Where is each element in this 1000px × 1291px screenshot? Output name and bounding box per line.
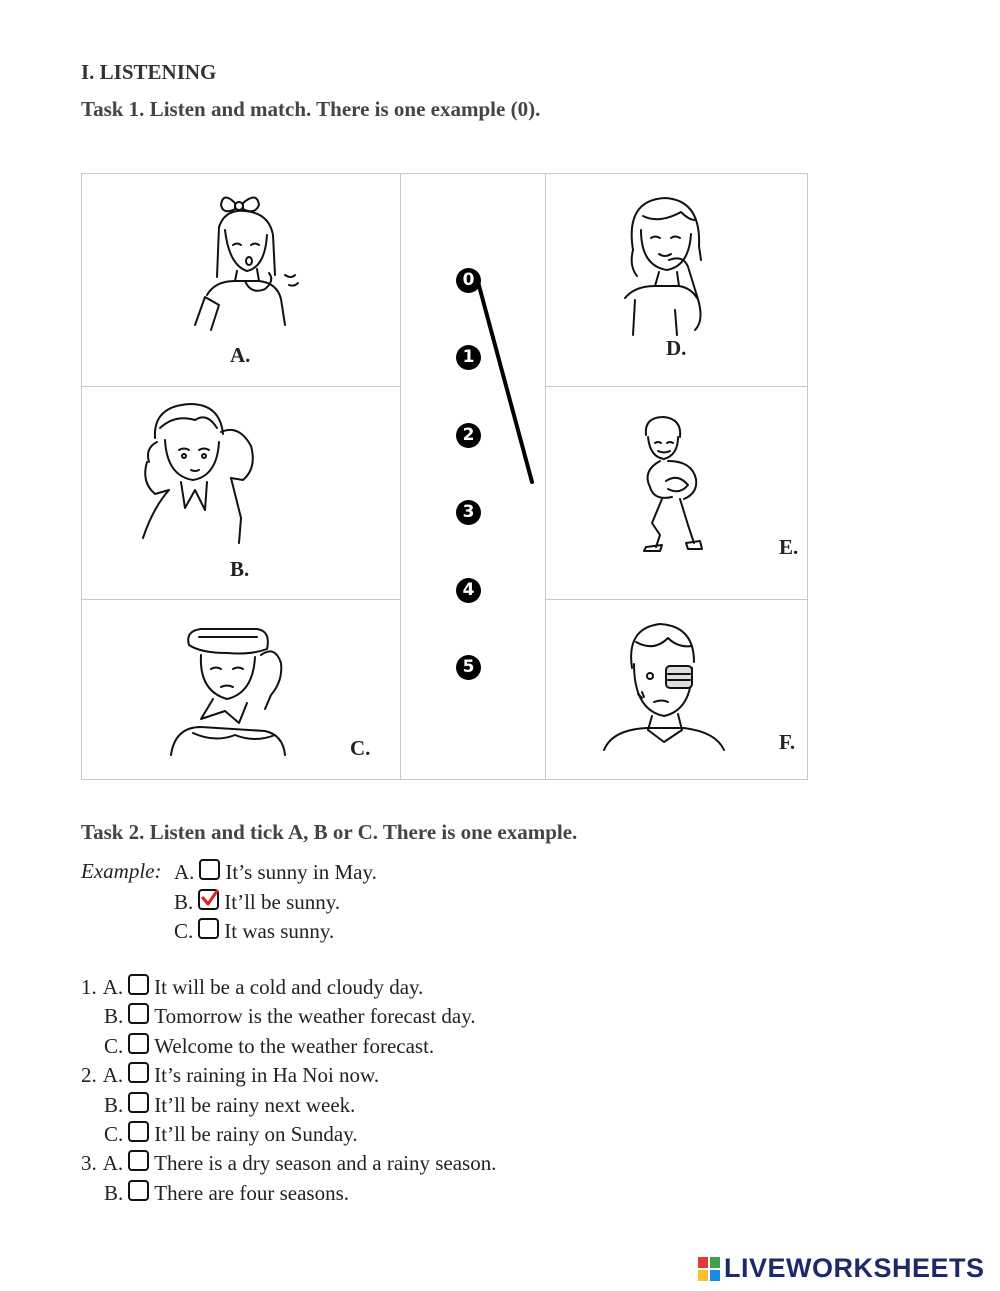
option-letter: A. (102, 1151, 124, 1175)
logo-block-yellow (698, 1270, 708, 1281)
match-number-5[interactable]: 5 (456, 655, 481, 680)
q1-option-c (104, 1034, 434, 1059)
question-number: 3. (81, 1151, 97, 1175)
section-heading: I. LISTENING (81, 60, 217, 84)
option-text: It’s raining in Ha Noi now. (154, 1063, 380, 1087)
example-checkbox-c[interactable] (198, 918, 219, 939)
q3-option-a (81, 1151, 496, 1176)
example-checkbox-b[interactable] (198, 889, 219, 910)
liveworksheets-logo (698, 1253, 985, 1284)
picture-b-earache (135, 398, 270, 548)
option-text: There are four seasons. (154, 1181, 350, 1205)
option-text: It will be a cold and cloudy day. (154, 975, 424, 999)
question-number: 2. (81, 1063, 97, 1087)
picture-c-headache (165, 615, 295, 760)
example-option-a (174, 860, 377, 885)
option-text: It was sunny. (224, 919, 335, 943)
logo-block-red (698, 1257, 708, 1268)
option-text: Tomorrow is the weather forecast day. (154, 1004, 476, 1028)
picture-label-f: F. (779, 730, 796, 754)
task1-title: Task 1. Listen and match. There is one example (0). (81, 97, 541, 121)
option-letter: B. (174, 890, 194, 914)
q2-option-b (104, 1093, 355, 1118)
option-text: There is a dry season and a rainy season. (154, 1151, 497, 1175)
example-option-c (174, 919, 334, 944)
q2-option-a (81, 1063, 379, 1088)
q2-checkbox-a[interactable] (128, 1062, 149, 1083)
picture-label-c: C. (350, 736, 371, 760)
q1-option-b (104, 1004, 476, 1029)
example-label: Example: (81, 859, 162, 883)
q1-checkbox-a[interactable] (128, 974, 149, 995)
logo-block-green (710, 1257, 720, 1268)
logo-blocks-icon (698, 1257, 720, 1281)
option-text: It’s sunny in May. (225, 860, 377, 884)
match-number-2[interactable]: 2 (456, 423, 481, 448)
option-text: It’ll be rainy next week. (154, 1093, 356, 1117)
question-number: 1. (81, 975, 97, 999)
q2-option-c (104, 1122, 358, 1147)
option-letter: C. (104, 1034, 124, 1058)
q1-checkbox-c[interactable] (128, 1033, 149, 1054)
example-checkbox-a[interactable] (199, 859, 220, 880)
picture-label-e: E. (779, 535, 799, 559)
option-letter: C. (104, 1122, 124, 1146)
option-letter: B. (104, 1004, 124, 1028)
option-letter: B. (104, 1093, 124, 1117)
option-letter: A. (174, 860, 195, 884)
match-number-3[interactable]: 3 (456, 500, 481, 525)
option-letter: C. (174, 919, 194, 943)
q2-checkbox-b[interactable] (128, 1092, 149, 1113)
option-text: Welcome to the weather forecast. (154, 1034, 435, 1058)
task2-title: Task 2. Listen and tick A, B or C. There is one example. (81, 820, 578, 844)
logo-text: LIVEWORKSHEETS (724, 1253, 985, 1283)
example-option-b (174, 890, 340, 915)
match-number-0[interactable]: 0 (456, 268, 481, 293)
option-letter: B. (104, 1181, 124, 1205)
picture-label-d: D. (666, 336, 687, 360)
picture-label-b: B. (230, 557, 250, 581)
q3-checkbox-b[interactable] (128, 1180, 149, 1201)
picture-label-a: A. (230, 343, 251, 367)
example-match-line (470, 276, 540, 491)
checkmark-icon (201, 889, 219, 907)
q1-option-a (81, 975, 423, 1000)
match-number-4[interactable]: 4 (456, 578, 481, 603)
picture-f-sore-eye (602, 618, 727, 753)
q1-checkbox-b[interactable] (128, 1003, 149, 1024)
picture-a-sore-throat (185, 185, 305, 335)
option-text: It’ll be sunny. (224, 890, 341, 914)
q2-checkbox-c[interactable] (128, 1121, 149, 1142)
option-letter: A. (102, 1063, 124, 1087)
logo-block-blue (710, 1270, 720, 1281)
picture-e-stomachache (638, 415, 713, 555)
q3-option-b (104, 1181, 349, 1206)
option-letter: A. (102, 975, 124, 999)
picture-d-toothache (615, 190, 725, 340)
match-number-1[interactable]: 1 (456, 345, 481, 370)
option-text: It’ll be rainy on Sunday. (154, 1122, 358, 1146)
q3-checkbox-a[interactable] (128, 1150, 149, 1171)
